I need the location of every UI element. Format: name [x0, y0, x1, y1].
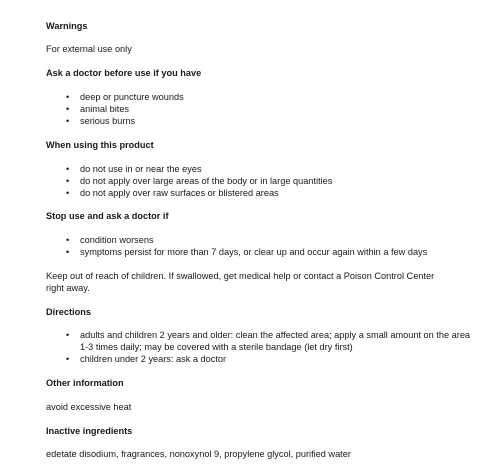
list-item: • adults and children 2 years and older: clean the affected area; apply a small amount on the area 1-3 times daily; may be covered with a sterile bandage (let dry first) [66, 329, 474, 353]
list-item: • children under 2 years: ask a doctor [66, 353, 474, 365]
warnings-heading: Warnings [46, 21, 88, 31]
when-using-heading: When using this product [46, 140, 154, 150]
list-item: • condition worsens [66, 234, 427, 246]
inactive-heading: Inactive ingredients [46, 426, 133, 436]
other-info-heading: Other information [46, 378, 124, 388]
inactive-text: edetate disodium, fragrances, nonoxynol 9, propylene glycol, purified water [46, 449, 351, 459]
external-use-text: For external use only [46, 44, 132, 54]
list-item: • serious burns [66, 115, 184, 127]
ask-doctor-heading: Ask a doctor before use if you have [46, 68, 202, 78]
directions-heading: Directions [46, 307, 91, 317]
stop-use-heading: Stop use and ask a doctor if [46, 211, 169, 221]
directions-list [66, 329, 474, 365]
list-item: • animal bites [66, 103, 184, 115]
list-item: • do not apply over raw surfaces or blistered areas [66, 187, 332, 199]
list-item: • do not apply over large areas of the body or in large quantities [66, 175, 332, 187]
stop-use-list [66, 234, 427, 258]
list-item: • deep or puncture wounds [66, 91, 184, 103]
list-item: • symptoms persist for more than 7 days, or clear up and occur again within a few days [66, 246, 427, 258]
keep-out-text: Keep out of reach of children. If swallowed, get medical help or contact a Poison Control Center right away. [46, 271, 435, 293]
ask-doctor-list [66, 91, 184, 127]
list-item: • do not use in or near the eyes [66, 163, 332, 175]
other-info-text: avoid excessive heat [46, 402, 132, 412]
when-using-list [66, 163, 332, 199]
